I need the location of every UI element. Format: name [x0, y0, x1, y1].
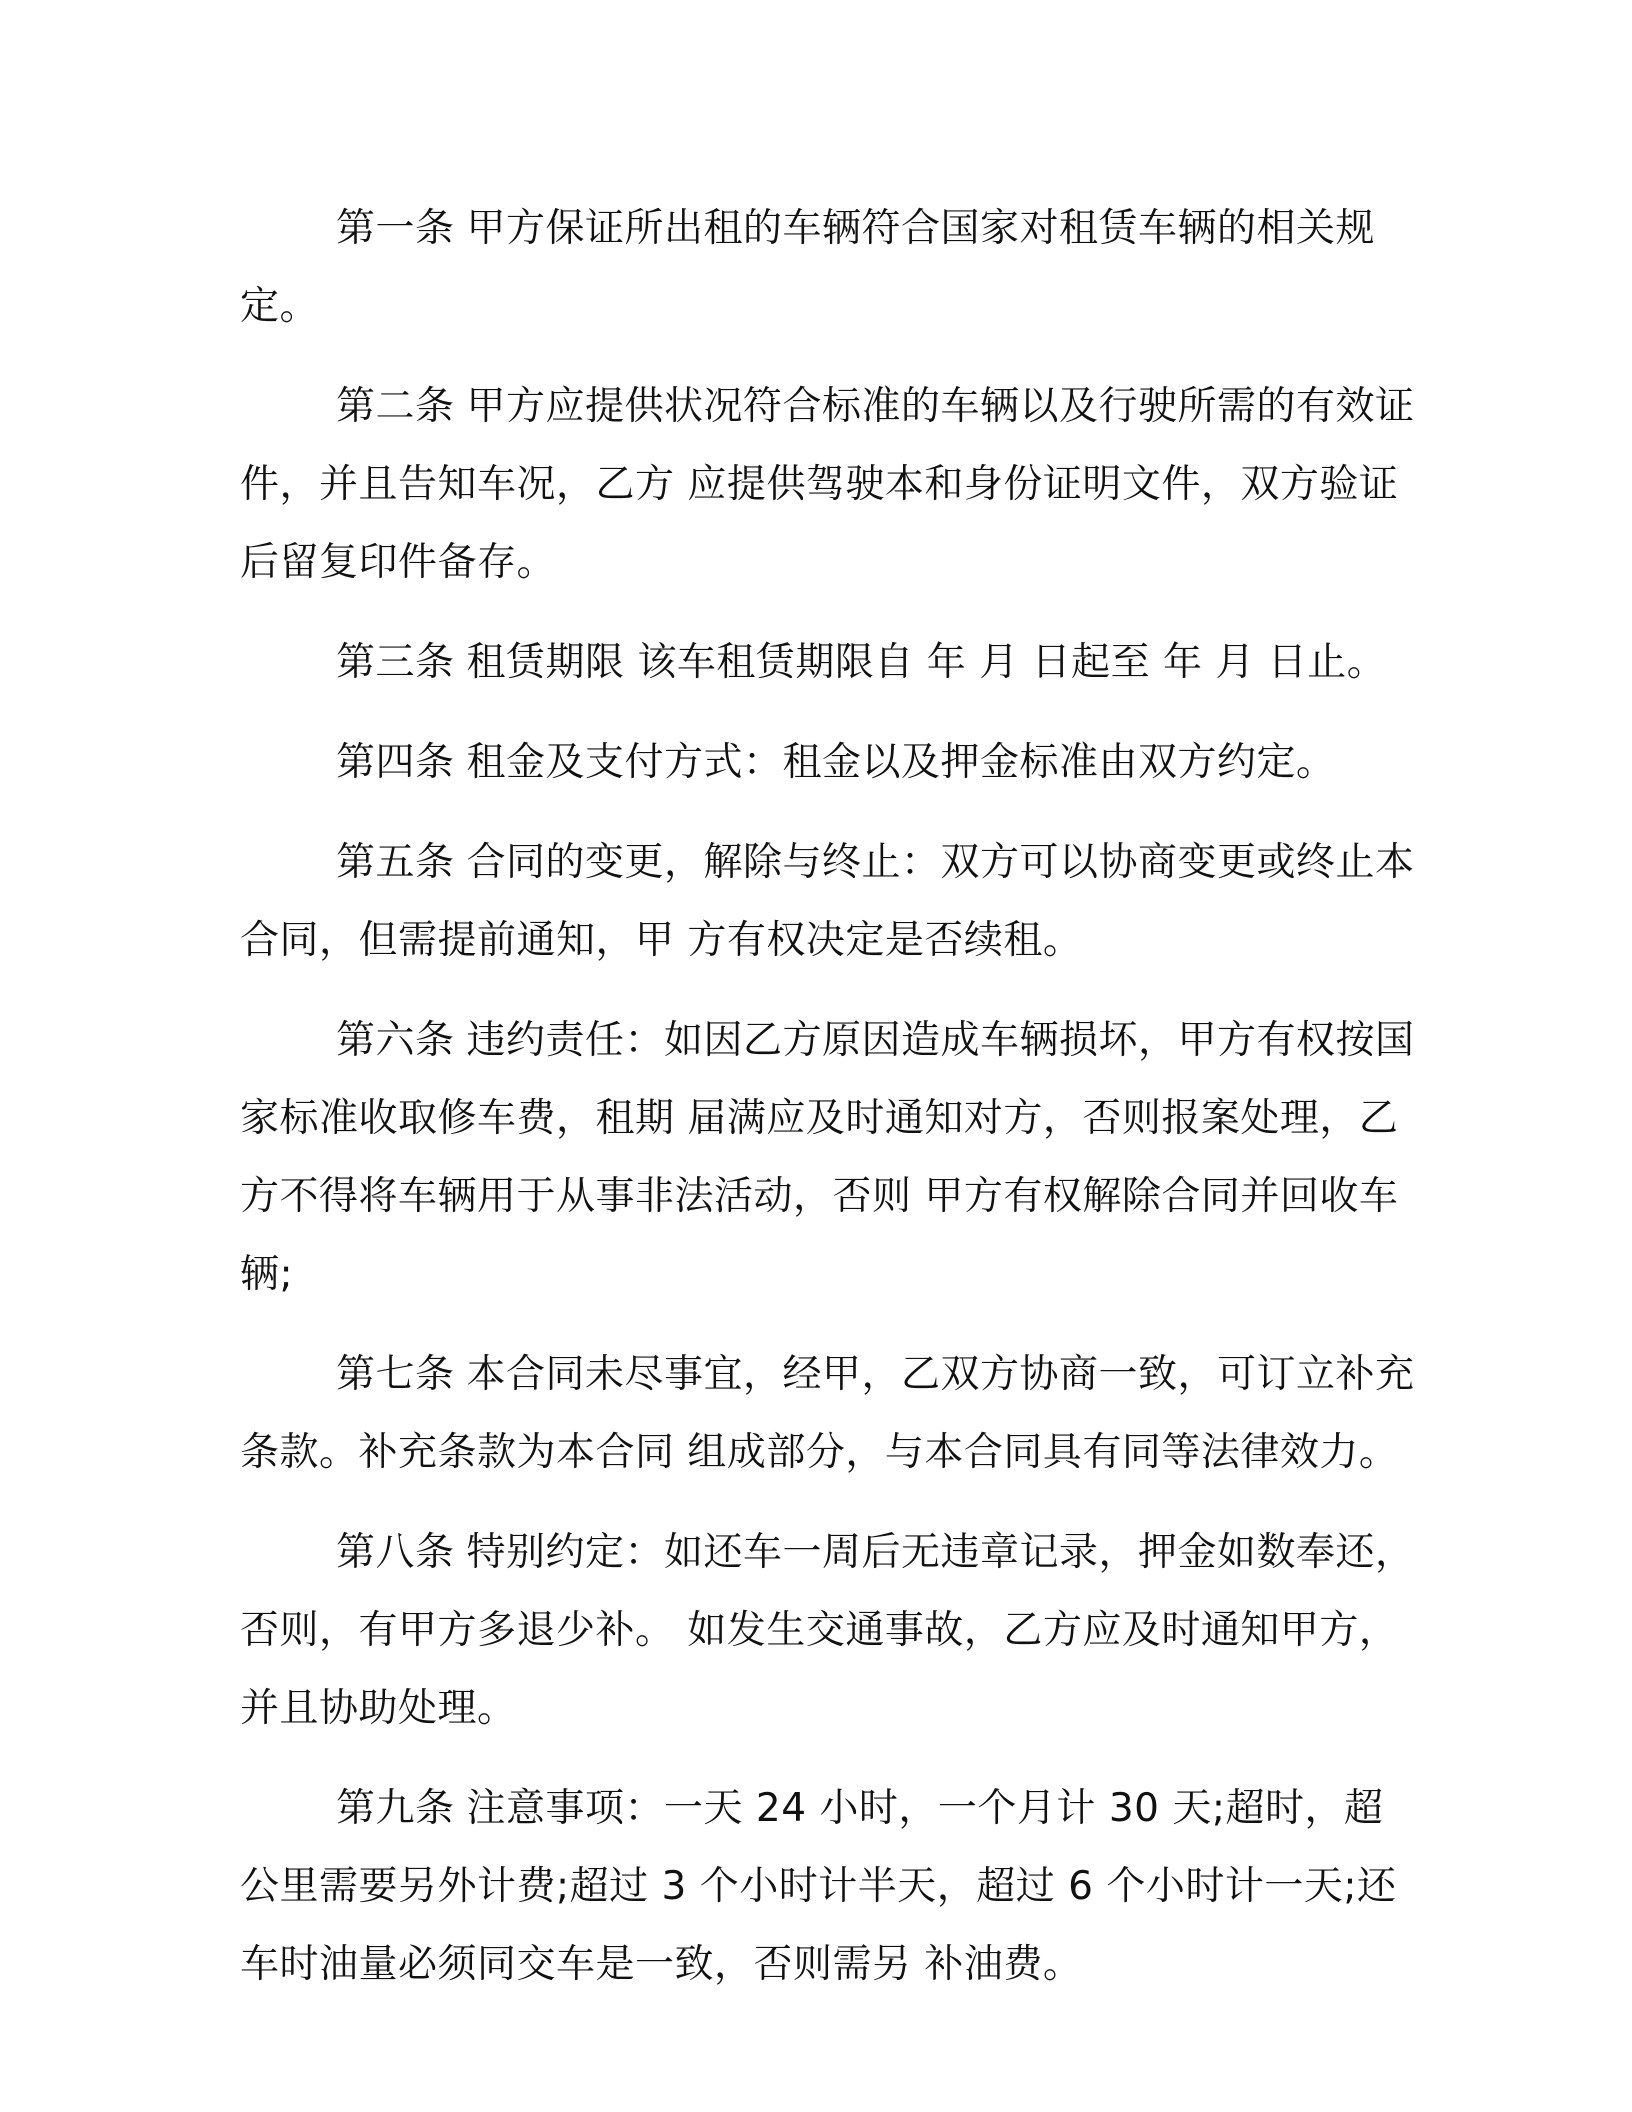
- clause-text: 甲方保证所出租的车辆符合国家对租赁车辆的相关规定。: [240, 206, 1376, 329]
- clause-text: 注意事项：一天 24 小时，一个月计 30 天;超时，超公里需要另外计费;超过 3 个小时计半天，超过 6 个小时计一天;还车时油量必须同交车是一致，否则需另 补油费。: [240, 1786, 1397, 1987]
- clause-heading: 第二条: [336, 384, 455, 429]
- clause-text: 租金及支付方式：租金以及押金标准由双方约定。: [466, 740, 1336, 785]
- clause-heading: 第一条: [336, 206, 455, 251]
- clause-9: [240, 1770, 1420, 2004]
- clause-heading: 第三条: [336, 640, 455, 685]
- clause-text: 本合同未尽事宜，经甲，乙双方协商一致，可订立补充条款。补充条款为本合同 组成部分，与本合同具有同等法律效力。: [240, 1352, 1415, 1475]
- clause-text: 租赁期限 该车租赁期限自 年 月 日起至 年 月 日止。: [466, 640, 1387, 685]
- clause-text: 合同的变更，解除与终止：双方可以协商变更或终止本合同，但需提前通知，甲 方有权决定是否续租。: [240, 840, 1415, 963]
- clause-1: [240, 190, 1420, 346]
- clause-heading: 第五条: [336, 840, 455, 885]
- clause-text: 甲方应提供状况符合标准的车辆以及行驶所需的有效证件，并且告知车况，乙方 应提供驾驶本和身份证明文件，双方验证后留复印件备存。: [240, 384, 1415, 585]
- clause-8: [240, 1514, 1420, 1748]
- clause-heading: 第四条: [336, 740, 455, 785]
- clause-heading: 第九条: [336, 1786, 455, 1831]
- clause-heading: 第七条: [336, 1352, 455, 1397]
- clause-2: [240, 368, 1420, 602]
- clause-heading: 第六条: [336, 1018, 455, 1063]
- clause-6: [240, 1002, 1420, 1314]
- clause-7: [240, 1336, 1420, 1492]
- clause-text: 违约责任：如因乙方原因造成车辆损坏，甲方有权按国家标准收取修车费，租期 届满应及时通知对方，否则报案处理，乙方不得将车辆用于从事非法活动，否则 甲方有权解除合同并回收车辆;: [240, 1018, 1415, 1297]
- contract-body: [240, 190, 1420, 2026]
- clause-heading: 第八条: [336, 1530, 455, 1575]
- clause-5: [240, 824, 1420, 980]
- clause-3: [240, 624, 1420, 702]
- clause-text: 特别约定：如还车一周后无违章记录，押金如数奉还，否则，有甲方多退少补。 如发生交通事故，乙方应及时通知甲方，并且协助处理。: [240, 1530, 1415, 1731]
- clause-4: [240, 724, 1420, 802]
